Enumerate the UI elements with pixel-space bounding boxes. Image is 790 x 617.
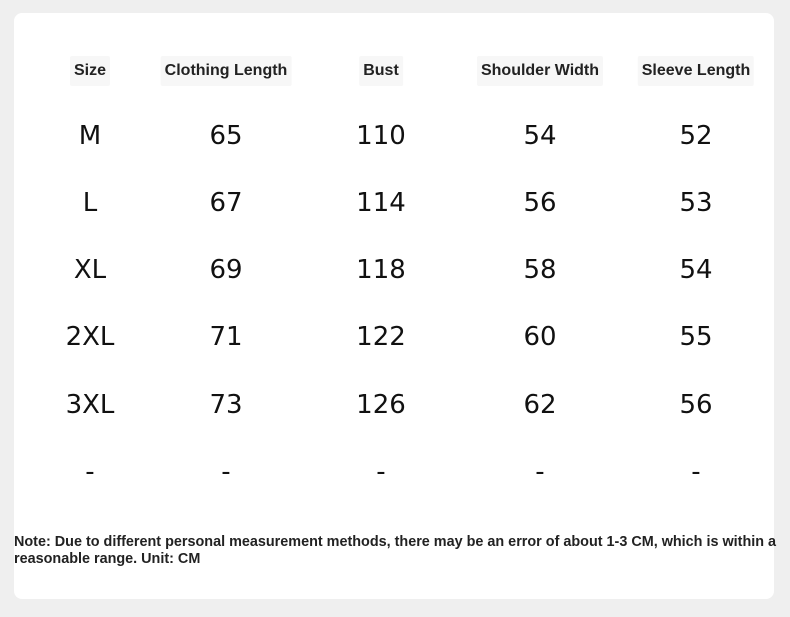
cell-clothing-length: 65	[209, 121, 243, 151]
cell-sleeve-length: 54	[679, 255, 713, 285]
header-size: Size	[70, 56, 110, 86]
cell-size: 3XL	[65, 390, 115, 420]
cell-bust: 114	[356, 188, 406, 218]
cell-size: L	[82, 188, 98, 218]
size-chart-card	[14, 13, 774, 599]
cell-sleeve-length: 56	[679, 390, 713, 420]
measurement-note: Note: Due to different personal measurement methods, there may be an error of about 1-3 CM, which is within a reasonable range. Unit: CM	[14, 534, 777, 567]
cell-size: XL	[73, 255, 107, 285]
cell-bust: 118	[356, 255, 406, 285]
cell-bust: 110	[356, 121, 406, 151]
cell-shoulder-width: 56	[523, 188, 557, 218]
cell-size: -	[85, 457, 95, 487]
cell-clothing-length: 69	[209, 255, 243, 285]
cell-shoulder-width: -	[535, 457, 545, 487]
cell-shoulder-width: 62	[523, 390, 557, 420]
cell-shoulder-width: 60	[523, 322, 557, 352]
cell-clothing-length: 71	[209, 322, 243, 352]
cell-sleeve-length: -	[691, 457, 701, 487]
cell-bust: -	[376, 457, 386, 487]
cell-clothing-length: 67	[209, 188, 243, 218]
cell-size: M	[78, 121, 102, 151]
cell-shoulder-width: 58	[523, 255, 557, 285]
header-bust: Bust	[359, 56, 403, 86]
cell-shoulder-width: 54	[523, 121, 557, 151]
header-shoulder-width: Shoulder Width	[477, 56, 603, 86]
cell-bust: 122	[356, 322, 406, 352]
header-clothing-length: Clothing Length	[161, 56, 292, 86]
cell-sleeve-length: 53	[679, 188, 713, 218]
cell-bust: 126	[356, 390, 406, 420]
header-sleeve-length: Sleeve Length	[638, 56, 754, 86]
cell-sleeve-length: 55	[679, 322, 713, 352]
cell-size: 2XL	[65, 322, 115, 352]
cell-clothing-length: -	[221, 457, 231, 487]
cell-sleeve-length: 52	[679, 121, 713, 151]
cell-clothing-length: 73	[209, 390, 243, 420]
